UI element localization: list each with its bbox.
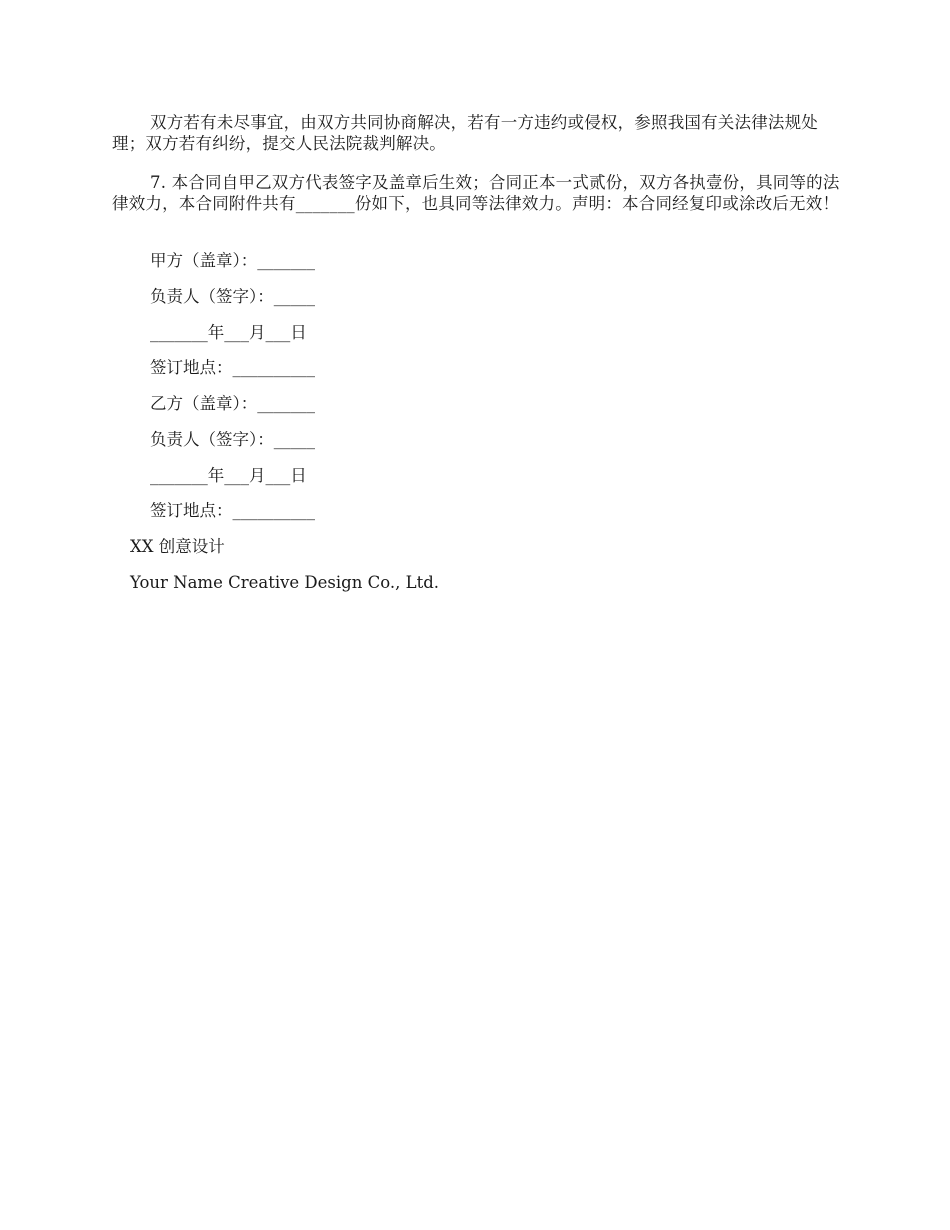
paragraph-dispute-resolution: 双方若有未尽事宜，由双方共同协商解决，若有一方违约或侵权，参照我国有关法律法规处理；双方若有纠纷，提交人民法院裁判解决。 [112, 113, 818, 153]
footer-company-cn: XX 创意设计 [130, 537, 225, 556]
party-b-date-line: _______年___月___日 [150, 466, 307, 485]
party-b-place-line: 签订地点：__________ [150, 501, 315, 520]
party-a-place-line: 签订地点：__________ [150, 358, 315, 377]
party-a-seal-line: 甲方（盖章）：_______ [150, 251, 315, 270]
footer-company-en: Your Name Creative Design Co., Ltd. [130, 573, 440, 592]
party-b-seal-line: 乙方（盖章）：_______ [150, 394, 315, 413]
party-a-date-line: _______年___月___日 [150, 323, 307, 342]
paragraph-clause-7: 7. 本合同自甲乙双方代表签字及盖章后生效；合同正本一式贰份，双方各执壹份，具同等的法律效力，本合同附件共有_______份如下，也具同等法律效力。声明：本合同经复印或涂改后无效！ [112, 173, 840, 213]
party-a-signer-line: 负责人（签字）：_____ [150, 287, 315, 306]
party-b-signer-line: 负责人（签字）：_____ [150, 430, 315, 449]
